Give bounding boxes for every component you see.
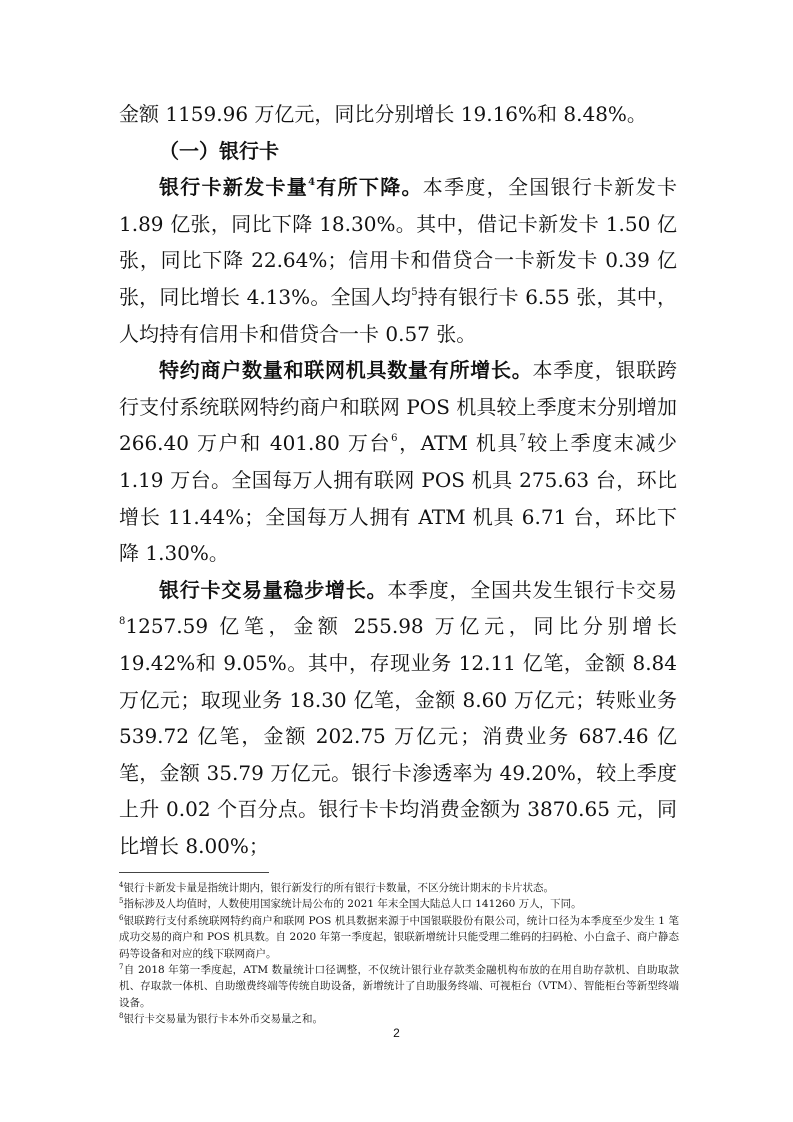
lead-text: 银行卡新发卡量	[159, 175, 309, 200]
footnote-ref[interactable]: 7	[519, 433, 526, 445]
footnote-text: 自 2018 年第一季度起，ATM 数量统计口径调整，不仅统计银行业存款类金融机构布放的在用自助存款机、自助取款机、存取款一体机、自助缴费终端等传统自助设备，新增统计了自助服务终端、可视柜台（VTM）、智能柜台等新型终端设备。	[119, 964, 679, 1009]
footnote-5	[119, 896, 679, 912]
footnote-6	[119, 913, 679, 962]
paragraph-text: 本季度，全国共发生银行卡交易	[387, 577, 677, 602]
paragraph-text: ，ATM 机具	[397, 431, 520, 456]
lead-text: 有所下降。	[315, 175, 423, 200]
footnote-number: 8	[119, 1012, 124, 1021]
footnote-text: 指标涉及人均值时，人数使用国家统计局公布的 2021 年末全国大陆总人口 141260 万人，下同。	[123, 898, 582, 911]
footnote-4	[119, 880, 679, 896]
paragraph-lead: 特约商户数量和联网机具数量有所增长。	[159, 358, 533, 383]
paragraph-new-cards	[119, 169, 677, 352]
footnote-ref[interactable]: 8	[119, 616, 126, 628]
footnote-text: 银行卡交易量为银行卡本外币交易量之和。	[123, 1013, 323, 1026]
paragraph-text: 1257.59 亿笔，金额 255.98 万亿元，同比分别增长 19.42%和 9.05%。其中，存现业务 12.11 亿笔，金额 8.84 万亿元；取现业务 18.30 亿笔，金额 8.60 万亿元；转账业务 539.72 亿笔，金额 202.75 万亿元；消费业务 687.46 亿笔，金额 35.79 万亿元。银行卡渗透率为 49.20%，较上季度上升 0.02 个百分点。银行卡卡均消费金额为 3870.65 元，同比增长 8.00%；	[119, 614, 677, 858]
footnote-ref[interactable]: 4	[308, 177, 316, 189]
footnote-ref[interactable]: 6	[391, 433, 398, 445]
footnote-number: 4	[119, 881, 124, 889]
page-number: 2	[393, 1026, 400, 1040]
footnote-number: 6	[119, 913, 124, 922]
paragraph-text: 本季度，银联跨行支付系统联网特约商户和联网 POS 机具较上季度末分别增加 266.40 万户和 401.80 万台	[119, 358, 677, 456]
paragraph-lead	[159, 175, 423, 199]
footnote-7	[119, 962, 679, 1011]
footnote-separator	[119, 872, 269, 873]
footnotes	[119, 880, 679, 1028]
footnote-text: 银联跨行支付系统联网特约商户和联网 POS 机具数据来源于中国银联股份有限公司，统计口径为本季度至少发生 1 笔成功交易的商户和 POS 机具数。自 2020 年第一季度起，银联新增统计只能受理二维码的扫码枪、小白盒子、商户静态码等设备和对应的线下联网商户。	[119, 914, 679, 960]
footnote-ref[interactable]: 5	[411, 286, 418, 298]
paragraph-text: 本季度，全国银行卡新发卡 1.89 亿张，同比下降 18.30%。其中，借记卡新发卡 1.50 亿张，同比下降 22.64%；信用卡和借贷合一卡新发卡 0.39 亿张，同比增长 4.13%。全国人均	[119, 175, 678, 309]
paragraph-transactions	[119, 572, 677, 865]
footnote-text: 银行卡新发卡量是指统计期内，银行新发行的所有银行卡数量，不区分统计期末的卡片状态。	[123, 882, 554, 894]
footnote-number: 5	[119, 897, 124, 906]
paragraph-lead: 银行卡交易量稳步增长。	[159, 577, 388, 602]
section-heading: （一）银行卡	[159, 138, 279, 163]
paragraph-text: 较上季度末减少 1.19 万台。全国每万人拥有联网 POS 机具 275.63 台，环比增长 11.44%；全国每万人拥有 ATM 机具 6.71 台，环比下降 1.30%。	[119, 431, 677, 566]
paragraph-merchants	[119, 352, 677, 572]
paragraph-text: 持有银行卡 6.55 张，其中，人均持有信用卡和借贷合一卡 0.57 张。	[119, 284, 677, 346]
footnote-number: 7	[119, 963, 124, 972]
body-text	[119, 96, 677, 864]
continuation-line: 金额 1159.96 万亿元，同比分别增长 19.16%和 8.48%。	[119, 102, 647, 126]
